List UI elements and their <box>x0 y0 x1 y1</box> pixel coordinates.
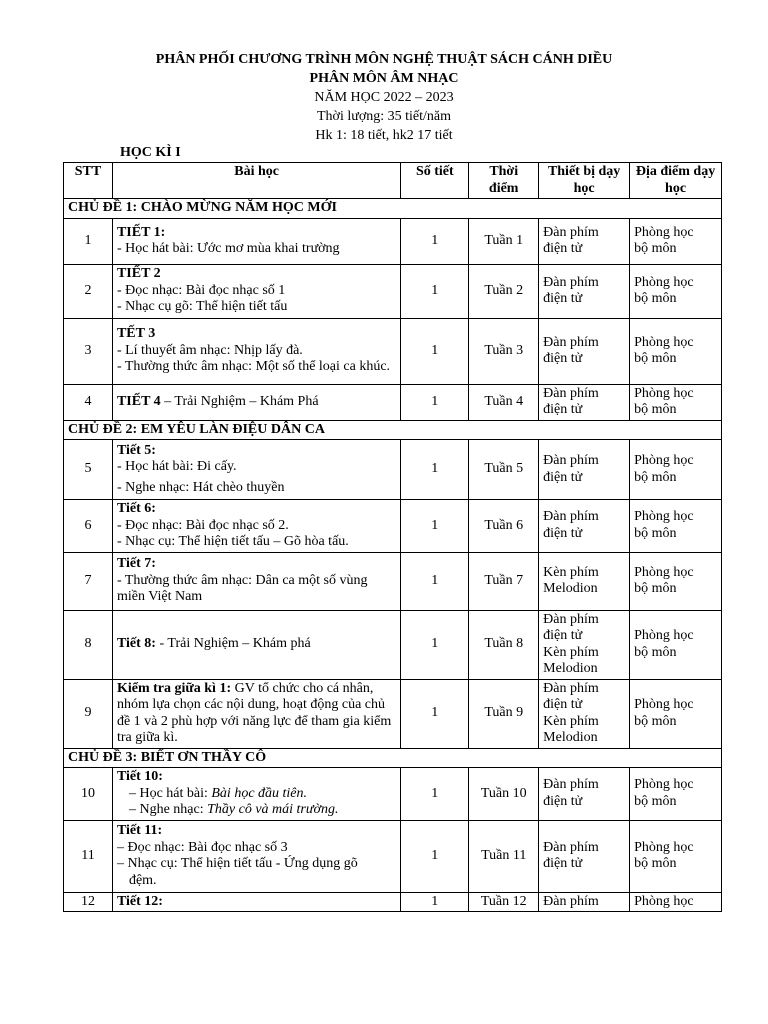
row-week: Tuần 12 <box>469 892 539 912</box>
row-location: Phòng học bộ môn <box>630 610 722 679</box>
school-year: NĂM HỌC 2022 – 2023 <box>314 90 454 105</box>
row-location: Phòng học bộ môn <box>630 440 722 500</box>
table-row <box>64 768 722 821</box>
table-row <box>64 500 722 553</box>
row-lesson <box>112 500 400 553</box>
lesson-line: - Nghe nhạc: Hát chèo thuyền <box>116 479 285 495</box>
row-lesson <box>112 218 400 264</box>
row-location: Phòng học bộ môn <box>630 820 722 892</box>
row-stt: 10 <box>64 768 113 821</box>
table-row <box>64 892 722 912</box>
row-equipment: Kèn phím Melodion <box>539 552 630 610</box>
table-row <box>64 264 722 318</box>
row-equipment: Đàn phím điện tử <box>539 218 630 264</box>
topic-row <box>64 420 722 440</box>
row-lesson <box>112 610 400 679</box>
col-header-location: Địa điểm dạy học <box>630 163 722 199</box>
row-equipment: Đàn phím <box>539 892 630 912</box>
lesson-line: đệm. <box>128 872 157 888</box>
row-periods: 1 <box>401 440 469 500</box>
table-row <box>64 679 722 748</box>
lesson-line: – Đọc nhạc: Bài đọc nhạc số 3 <box>116 839 288 855</box>
row-periods: 1 <box>401 679 469 748</box>
lesson-title: TẾT 3 <box>116 326 156 342</box>
row-location: Phòng học bộ môn <box>630 384 722 420</box>
semester-split: Hk 1: 18 tiết, hk2 17 tiết <box>315 128 453 143</box>
table-row <box>64 440 722 500</box>
row-week: Tuần 4 <box>469 384 539 420</box>
lesson-line: - Đọc nhạc: Bài đọc nhạc số 2. <box>116 517 289 533</box>
topic-2: CHỦ ĐỀ 2: EM YÊU LÀN ĐIỆU DÂN CA <box>64 420 722 440</box>
row-periods: 1 <box>401 820 469 892</box>
row-equipment: Đàn phím điện tử <box>539 768 630 821</box>
lesson-title: Tiết 12: <box>116 893 163 909</box>
row-stt: 3 <box>64 318 113 384</box>
row-equipment: Đàn phím điện tử <box>539 318 630 384</box>
row-week: Tuần 5 <box>469 440 539 500</box>
lesson-line: – Học hát bài: Bài học đầu tiên. <box>128 785 308 801</box>
row-periods: 1 <box>401 384 469 420</box>
row-location: Phòng học <box>630 892 722 912</box>
row-stt: 2 <box>64 264 113 318</box>
term-heading: HỌC KÌ I <box>120 145 181 160</box>
col-header-lesson: Bài học <box>112 163 400 199</box>
curriculum-table <box>63 162 722 912</box>
row-stt: 1 <box>64 218 113 264</box>
row-equipment: Đàn phím điện tử Kèn phím Melodion <box>539 610 630 679</box>
row-stt: 7 <box>64 552 113 610</box>
col-header-equipment: Thiết bị dạy học <box>539 163 630 199</box>
topic-3: CHỦ ĐỀ 3: BIẾT ƠN THẦY CÔ <box>64 748 722 768</box>
row-week: Tuần 9 <box>469 679 539 748</box>
row-lesson <box>112 264 400 318</box>
row-location: Phòng học bộ môn <box>630 218 722 264</box>
row-week: Tuần 7 <box>469 552 539 610</box>
lesson-title: TIẾT 2 <box>116 266 161 282</box>
table-row <box>64 552 722 610</box>
row-lesson <box>112 440 400 500</box>
row-stt: 8 <box>64 610 113 679</box>
table-row <box>64 218 722 264</box>
lesson-line: - Nhạc cụ gõ: Thể hiện tiết tấu <box>116 299 288 315</box>
table-row <box>64 610 722 679</box>
topic-row <box>64 199 722 219</box>
lesson-title: Tiết 10: <box>116 769 163 784</box>
row-lesson <box>112 384 400 420</box>
row-equipment: Đàn phím điện tử <box>539 440 630 500</box>
row-week: Tuần 8 <box>469 610 539 679</box>
row-periods: 1 <box>401 892 469 912</box>
lesson-title: TIẾT 1: <box>116 224 166 240</box>
row-stt: 11 <box>64 820 113 892</box>
row-lesson <box>112 820 400 892</box>
row-lesson <box>112 552 400 610</box>
row-periods: 1 <box>401 552 469 610</box>
row-location: Phòng học bộ môn <box>630 679 722 748</box>
row-week: Tuần 3 <box>469 318 539 384</box>
row-equipment: Đàn phím điện tử <box>539 264 630 318</box>
duration: Thời lượng: 35 tiết/năm <box>317 109 451 124</box>
row-periods: 1 <box>401 610 469 679</box>
row-week: Tuần 1 <box>469 218 539 264</box>
lesson-line: - Trải Nghiệm – Khám phá <box>155 636 311 652</box>
row-lesson <box>112 892 400 912</box>
lesson-line: - Lí thuyết âm nhạc: Nhịp lấy đà. <box>116 342 303 358</box>
doc-title: PHÂN PHỐI CHƯƠNG TRÌNH MÔN NGHỆ THUẬT SÁCH CÁNH DIỀU <box>155 52 613 67</box>
row-periods: 1 <box>401 264 469 318</box>
doc-subtitle: PHÂN MÔN ÂM NHẠC <box>309 71 459 86</box>
row-periods: 1 <box>401 218 469 264</box>
row-lesson <box>112 318 400 384</box>
lesson-title: Tiết 8: <box>116 636 156 652</box>
lesson-line: - Thường thức âm nhạc: Một số thể loại ca khúc. <box>116 359 391 375</box>
lesson-line: GV tổ chức cho cá nhân, nhóm lựa chọn các nội dung, hoạt động của chủ đề 1 và 2 phù hợp với năng lực để tham gia kiểm tra giữa kì. <box>116 680 392 745</box>
topic-row <box>64 748 722 768</box>
row-location: Phòng học bộ môn <box>630 552 722 610</box>
row-stt: 6 <box>64 500 113 553</box>
row-equipment: Đàn phím điện tử Kèn phím Melodion <box>539 679 630 748</box>
lesson-title: Tiết 6: <box>116 501 156 516</box>
lesson-title: Tiết 5: <box>116 442 156 458</box>
row-week: Tuần 2 <box>469 264 539 318</box>
lesson-title: Tiết 7: <box>116 556 156 572</box>
lesson-line: - Nhạc cụ: Thể hiện tiết tấu – Gõ hòa tấu. <box>116 534 349 549</box>
col-header-time: Thời điểm <box>469 163 539 199</box>
topic-1: CHỦ ĐỀ 1: CHÀO MỪNG NĂM HỌC MỚI <box>64 199 722 219</box>
row-equipment: Đàn phím điện tử <box>539 820 630 892</box>
table-row <box>64 318 722 384</box>
row-periods: 1 <box>401 500 469 553</box>
lesson-line: - Thường thức âm nhạc: Dân ca một số vùng miền Việt Nam <box>116 572 368 605</box>
lesson-line: - Học hát bài: Ước mơ mùa khai trường <box>116 241 340 256</box>
row-lesson <box>112 768 400 821</box>
row-stt: 5 <box>64 440 113 500</box>
lesson-line: – Nghe nhạc: Thầy cô và mái trường. <box>128 802 339 817</box>
row-equipment: Đàn phím điện tử <box>539 384 630 420</box>
col-header-stt: STT <box>64 163 113 199</box>
row-location: Phòng học bộ môn <box>630 264 722 318</box>
document-header <box>0 50 768 145</box>
lesson-title: TIẾT 4 <box>116 393 161 409</box>
row-location: Phòng học bộ môn <box>630 768 722 821</box>
row-stt: 9 <box>64 679 113 748</box>
table-header-row <box>64 163 722 199</box>
row-location: Phòng học bộ môn <box>630 318 722 384</box>
row-stt: 4 <box>64 384 113 420</box>
lesson-line: - Học hát bài: Đi cấy. <box>116 459 237 475</box>
row-location: Phòng học bộ môn <box>630 500 722 553</box>
row-stt: 12 <box>64 892 113 912</box>
table-row <box>64 820 722 892</box>
row-lesson <box>112 679 400 748</box>
lesson-title: Tiết 11: <box>116 823 163 838</box>
lesson-line: – Trải Nghiệm – Khám Phá <box>160 393 319 409</box>
row-periods: 1 <box>401 318 469 384</box>
lesson-line: – Nhạc cụ: Thể hiện tiết tấu - Ứng dụng gõ <box>116 856 358 871</box>
row-week: Tuần 11 <box>469 820 539 892</box>
row-periods: 1 <box>401 768 469 821</box>
row-equipment: Đàn phím điện tử <box>539 500 630 553</box>
table-row <box>64 384 722 420</box>
lesson-line: - Đọc nhạc: Bài đọc nhạc số 1 <box>116 282 286 298</box>
row-week: Tuần 10 <box>469 768 539 821</box>
col-header-periods: Số tiết <box>401 163 469 199</box>
row-week: Tuần 6 <box>469 500 539 553</box>
lesson-title: Kiểm tra giữa kì 1: <box>116 680 232 696</box>
